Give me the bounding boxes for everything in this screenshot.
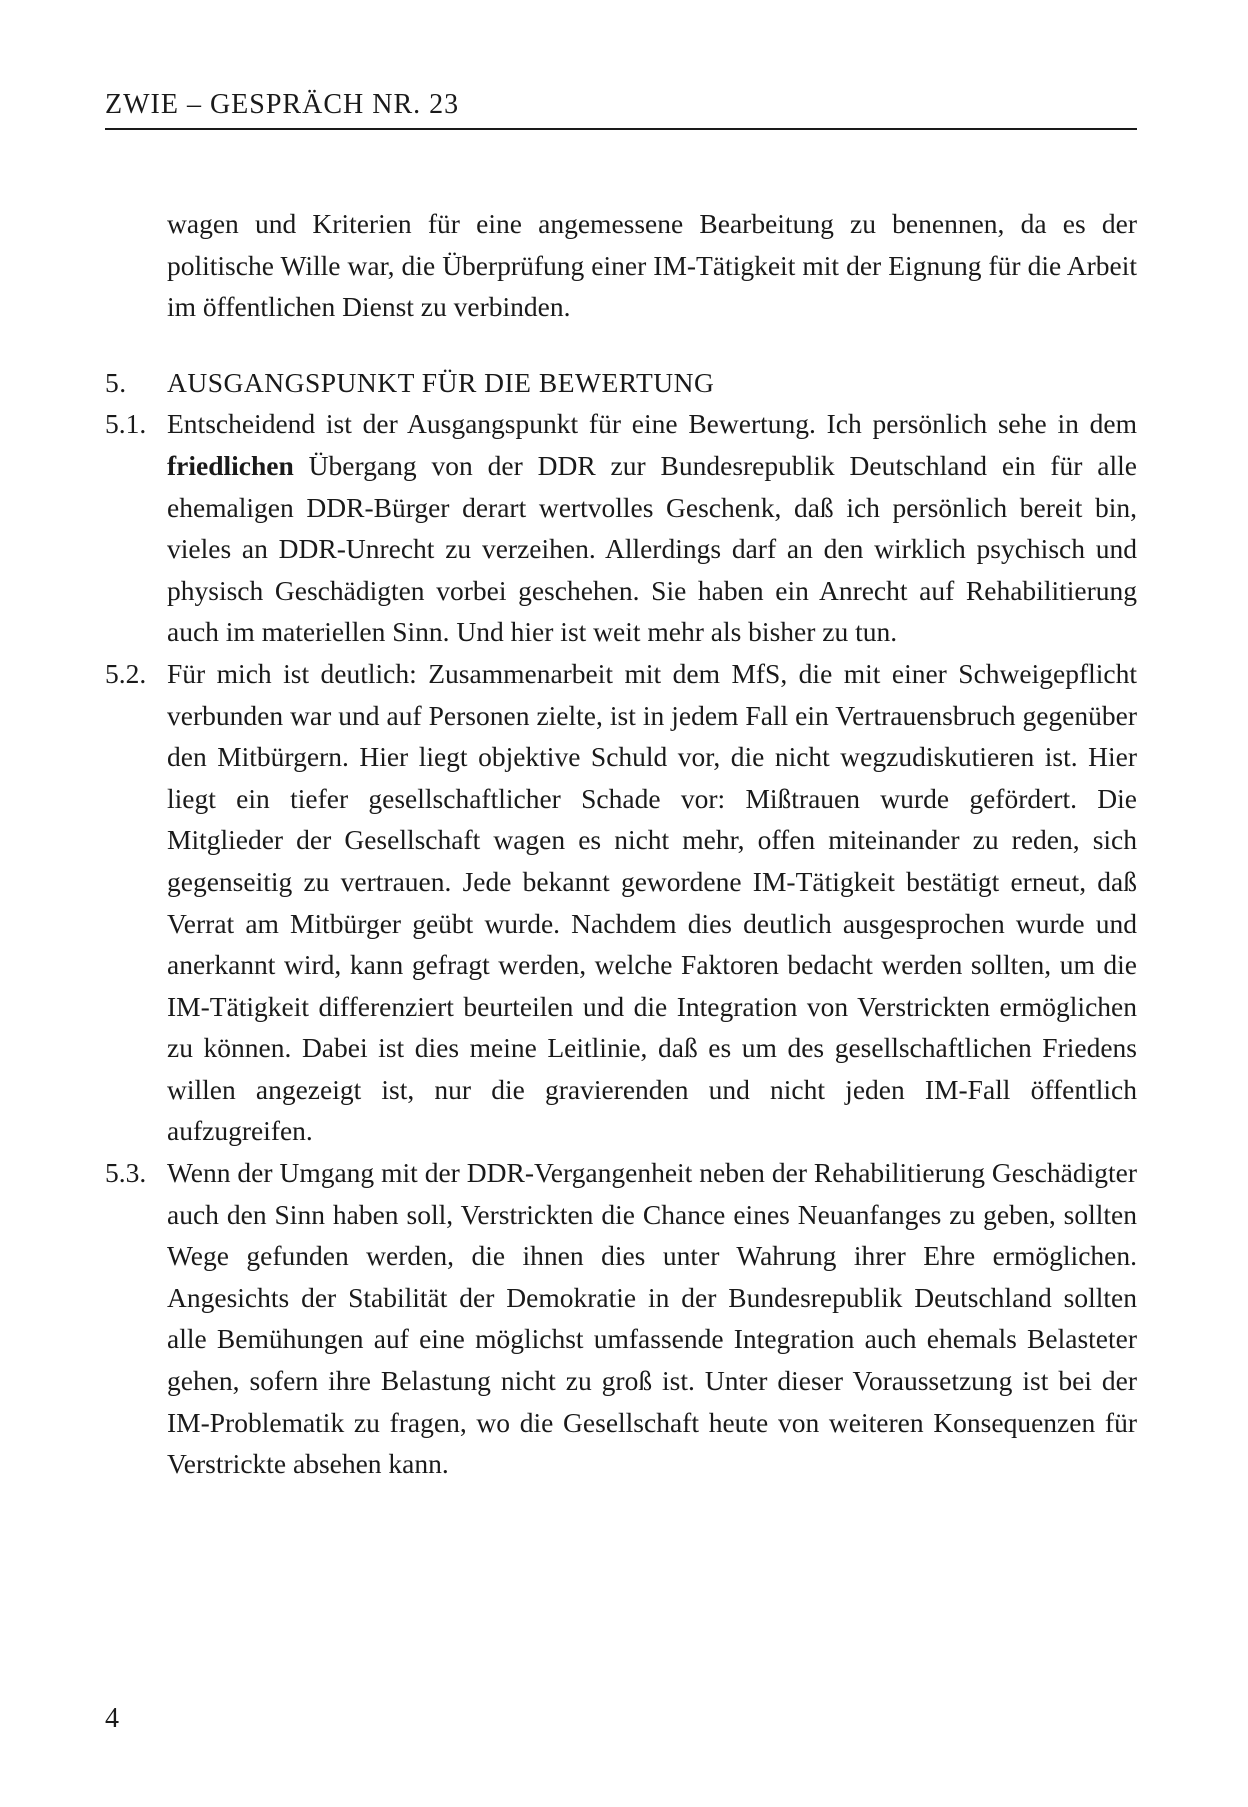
- section-5-number: 5.: [105, 366, 127, 398]
- header-title: ZWIE – GESPRÄCH NR. 23: [105, 89, 460, 120]
- section-5-2-text: Für mich ist deutlich: Zusammenarbeit mit dem MfS, die mit einer Schweigepflicht verbunden war und auf Personen zielte, ist in jedem Fall ein Vertrauensbruch gegenüber den Mitbürgern. Hier liegt objektive Schuld vor, die nicht wegzudiskutieren ist. Hier liegt ein tiefer gesellschaftlicher Schade vor: Mißtrauen wurde gefördert. Die Mitglieder der Gesellschaft wagen es nicht mehr, offen miteinander zu reden, sich gegenseitig zu vertrauen. Jede bekannt gewordene IM-Tätigkeit bestätigt erneut, daß Verrat am Mitbürger geübt wurde. Nachdem dies deutlich ausgesprochen wurde und anerkannt wird, kann gefragt werden, welche Faktoren bedacht werden sollten, um die IM-Tätigkeit differenziert beurteilen und die Integration von Verstrickten ermöglichen zu können. Dabei ist dies meine Leitlinie, daß es um des gesellschaftlichen Friedens willen angezeigt ist, nur die gravierenden und nicht jeden IM-Fall öffentlich aufzugreifen.: [167, 657, 1137, 1147]
- section-5-title: AUSGANGSPUNKT FÜR DIE BEWERTUNG: [167, 366, 715, 398]
- intro-paragraph: wagen und Kriterien für eine angemessene Bearbeitung zu benennen, da es der politische Wille war, die Überprüfung einer IM-Tätigkeit mit der Eignung für die Arbeit im öffentlichen Dienst zu verbinden.: [167, 208, 1137, 323]
- section-5-1: [105, 403, 1137, 653]
- section-5-2: [105, 653, 1137, 1152]
- section-5-1-text-after: Übergang von der DDR zur Bundesrepublik Deutschland ein für alle ehemaligen DDR-Bürger derart wertvolles Geschenk, daß ich persönlich bereit bin, vieles an DDR-Unrecht zu verzeihen. Allerdings darf an den wirklich psychisch und physisch Geschädigten vorbei geschehen. Sie haben ein Anrecht auf Rehabilitierung auch im materiellen Sinn. Und hier ist weit mehr als bisher zu tun.: [167, 449, 1137, 648]
- section-5-3-number: 5.3.: [105, 1157, 147, 1189]
- section-5-1-text-before: Entscheidend ist der Ausgangspunkt für eine Bewertung. Ich persönlich sehe in dem: [167, 408, 1137, 440]
- page-body: [105, 203, 1137, 1485]
- section-5-2-number: 5.2.: [105, 657, 147, 689]
- running-header: [105, 88, 1137, 130]
- section-5-heading: [105, 362, 1137, 404]
- section-5-3: [105, 1152, 1137, 1485]
- section-5-1-number: 5.1.: [105, 408, 147, 440]
- section-5-1-bold-word: friedlichen: [167, 449, 294, 481]
- section-5-3-text: Wenn der Umgang mit der DDR-Vergangenheit neben der Rehabilitierung Geschädigter auch den Sinn haben soll, Verstrickten die Chance eines Neuanfanges zu geben, sollten Wege gefunden werden, die ihnen dies unter Wahrung ihrer Ehre ermöglichen. Angesichts der Stabilität der Demokratie in der Bundesrepublik Deutschland sollten alle Bemühungen auf eine möglichst umfassende Integration auch ehemals Belasteter gehen, sofern ihre Belastung nicht zu groß ist. Unter dieser Voraussetzung ist bei der IM-Problematik zu fragen, wo die Gesellschaft heute von weiteren Konsequenzen für Verstrickte absehen kann.: [167, 1157, 1137, 1480]
- page-number: 4: [105, 1703, 119, 1734]
